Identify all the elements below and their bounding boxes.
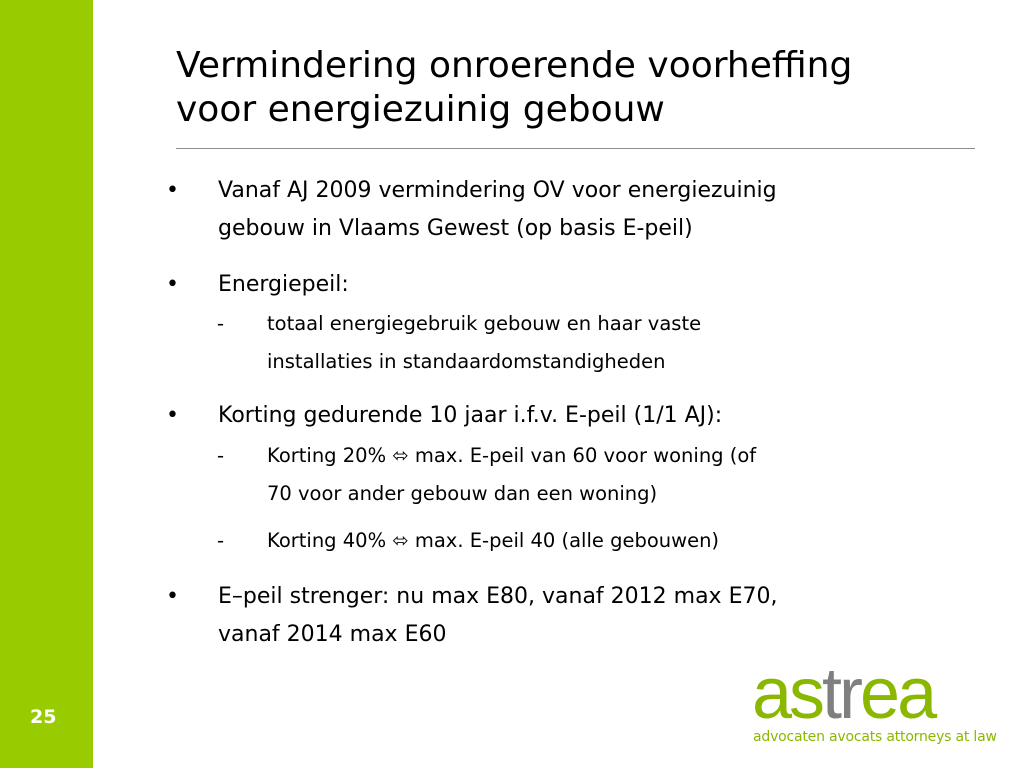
title-line-2: voor energiezuinig gebouw <box>176 89 665 130</box>
bullet-text-line: gebouw in Vlaams Gewest (op basis E-peil) <box>218 216 693 241</box>
bullet-marker: • <box>166 178 179 203</box>
sidebar-accent-bar <box>0 0 93 768</box>
bullet-marker: • <box>166 584 179 609</box>
logo-letters-tr: tr <box>822 660 861 726</box>
bullet-item-2 <box>166 266 978 304</box>
bullet-text-line: Vanaf AJ 2009 vermindering OV voor energiezuinig <box>218 178 777 203</box>
bullet-item-3 <box>166 397 978 435</box>
title-divider <box>176 148 975 149</box>
sub-bullet-text-line: totaal energiegebruik gebouw en haar vaste <box>267 312 702 335</box>
logo-tagline: advocaten avocats attorneys at law <box>753 729 997 745</box>
sub-bullet-item <box>217 305 967 381</box>
sub-bullet-marker: - <box>217 529 225 552</box>
astrea-logo <box>752 660 984 726</box>
slide-number: 25 <box>30 706 57 728</box>
sub-bullet-marker: - <box>217 444 225 467</box>
title-line-1: Vermindering onroerende voorheffing <box>176 45 853 86</box>
logo-letters-ea: ea <box>860 660 935 726</box>
bullet-text-line: vanaf 2014 max E60 <box>218 622 447 647</box>
bullet-text-line: Energiepeil: <box>218 272 349 297</box>
sub-bullet-text-line: 70 voor ander gebouw dan een woning) <box>267 482 658 505</box>
bullet-item-1 <box>166 172 978 248</box>
bullet-marker: • <box>166 403 179 428</box>
slide-title <box>176 44 976 132</box>
bullet-text-line: E–peil strenger: nu max E80, vanaf 2012 max E70, <box>218 584 778 609</box>
sub-bullet-marker: - <box>217 312 225 335</box>
sub-bullet-item <box>217 522 967 560</box>
bullet-text-line: Korting gedurende 10 jaar i.f.v. E-peil (1/1 AJ): <box>218 403 723 428</box>
sub-bullet-text-line: Korting 40% ⬄ max. E-peil 40 (alle gebouwen) <box>267 529 720 552</box>
logo-letters-as: as <box>752 660 823 726</box>
bullet-marker: • <box>166 272 179 297</box>
logo-wordmark <box>752 660 938 726</box>
sub-bullet-item <box>217 437 967 513</box>
sub-bullet-text-line: installaties in standaardomstandigheden <box>267 350 666 373</box>
sub-bullet-text-line: Korting 20% ⬄ max. E-peil van 60 voor woning (of <box>267 444 757 467</box>
bullet-item-4 <box>166 578 978 654</box>
